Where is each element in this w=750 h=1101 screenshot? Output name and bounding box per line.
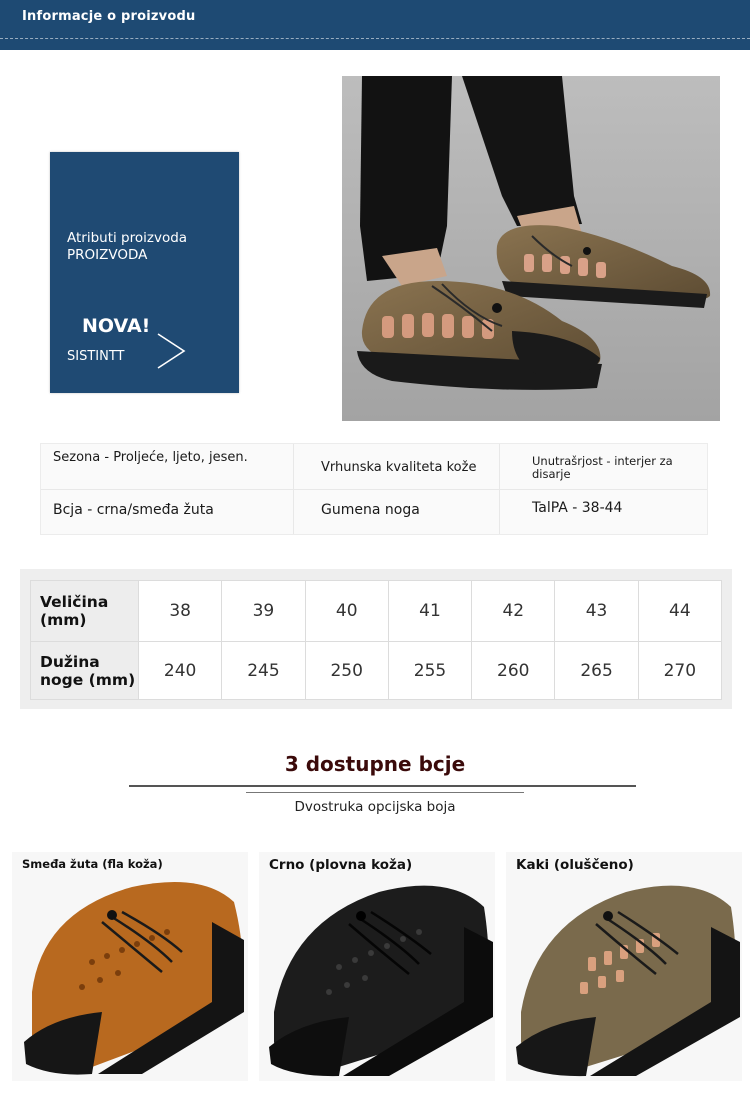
product-label: Smeđa žuta (fla koža) [22, 857, 163, 871]
info-interior: Unutrašrjost - interjer za disarje [532, 454, 673, 481]
header-title: Informacje o proizvodu [22, 9, 196, 24]
length-cell: 265 [555, 642, 638, 700]
sistintt-label: SISTINTT [67, 349, 125, 364]
size-cell: 40 [305, 581, 388, 642]
size-cell: 44 [638, 581, 721, 642]
hero-illustration [342, 76, 720, 421]
length-cell: 270 [638, 642, 721, 700]
length-cell: 245 [222, 642, 305, 700]
colors-section-title: 3 dostupne bcje [284, 752, 466, 776]
table-row-sizes [31, 581, 722, 642]
shoe-image-khaki [506, 852, 742, 1081]
product-label: Kaki (oluščeno) [516, 857, 634, 873]
page-header [0, 0, 750, 50]
attributes-subtitle: PROIZVODA [67, 247, 148, 263]
divider-line [129, 785, 636, 787]
product-card-brown[interactable] [12, 852, 248, 1081]
length-row-header: Dužina noge (mm) [31, 642, 139, 700]
length-cell: 250 [305, 642, 388, 700]
info-size-range: TalPA - 38-44 [532, 500, 623, 516]
shoe-image-brown [12, 852, 248, 1081]
divider-line [246, 792, 524, 793]
attributes-title: Atributi proizvoda [67, 230, 188, 246]
info-color: Bcja - crna/smeđa žuta [53, 502, 214, 518]
product-card-black[interactable] [259, 852, 495, 1081]
size-cell: 38 [139, 581, 222, 642]
size-table [30, 580, 722, 700]
size-cell: 41 [388, 581, 471, 642]
shoe-image-black [259, 852, 495, 1081]
size-cell: 39 [222, 581, 305, 642]
hero-product-photo [342, 76, 720, 421]
attributes-card [50, 152, 239, 393]
nova-label: NOVA! [82, 315, 151, 337]
chevron-right-icon [154, 331, 188, 371]
size-cell: 43 [555, 581, 638, 642]
size-table-wrapper [20, 569, 732, 709]
size-row-header: Veličina (mm) [31, 581, 139, 642]
info-season: Sezona - Proljeće, ljeto, jesen. [53, 450, 248, 465]
table-row-lengths [31, 642, 722, 700]
grid-divider [41, 489, 707, 490]
product-info-grid [40, 443, 708, 535]
size-cell: 42 [472, 581, 555, 642]
product-card-khaki[interactable] [506, 852, 742, 1081]
info-leather-quality: Vrhunska kvaliteta kože [321, 460, 477, 475]
length-cell: 260 [472, 642, 555, 700]
product-label: Crno (plovna koža) [269, 857, 413, 873]
length-cell: 255 [388, 642, 471, 700]
colors-section-subtitle: Dvostruka opcijska boja [294, 799, 456, 815]
info-sole: Gumena noga [321, 502, 420, 518]
length-cell: 240 [139, 642, 222, 700]
header-dashed-line [0, 38, 750, 39]
